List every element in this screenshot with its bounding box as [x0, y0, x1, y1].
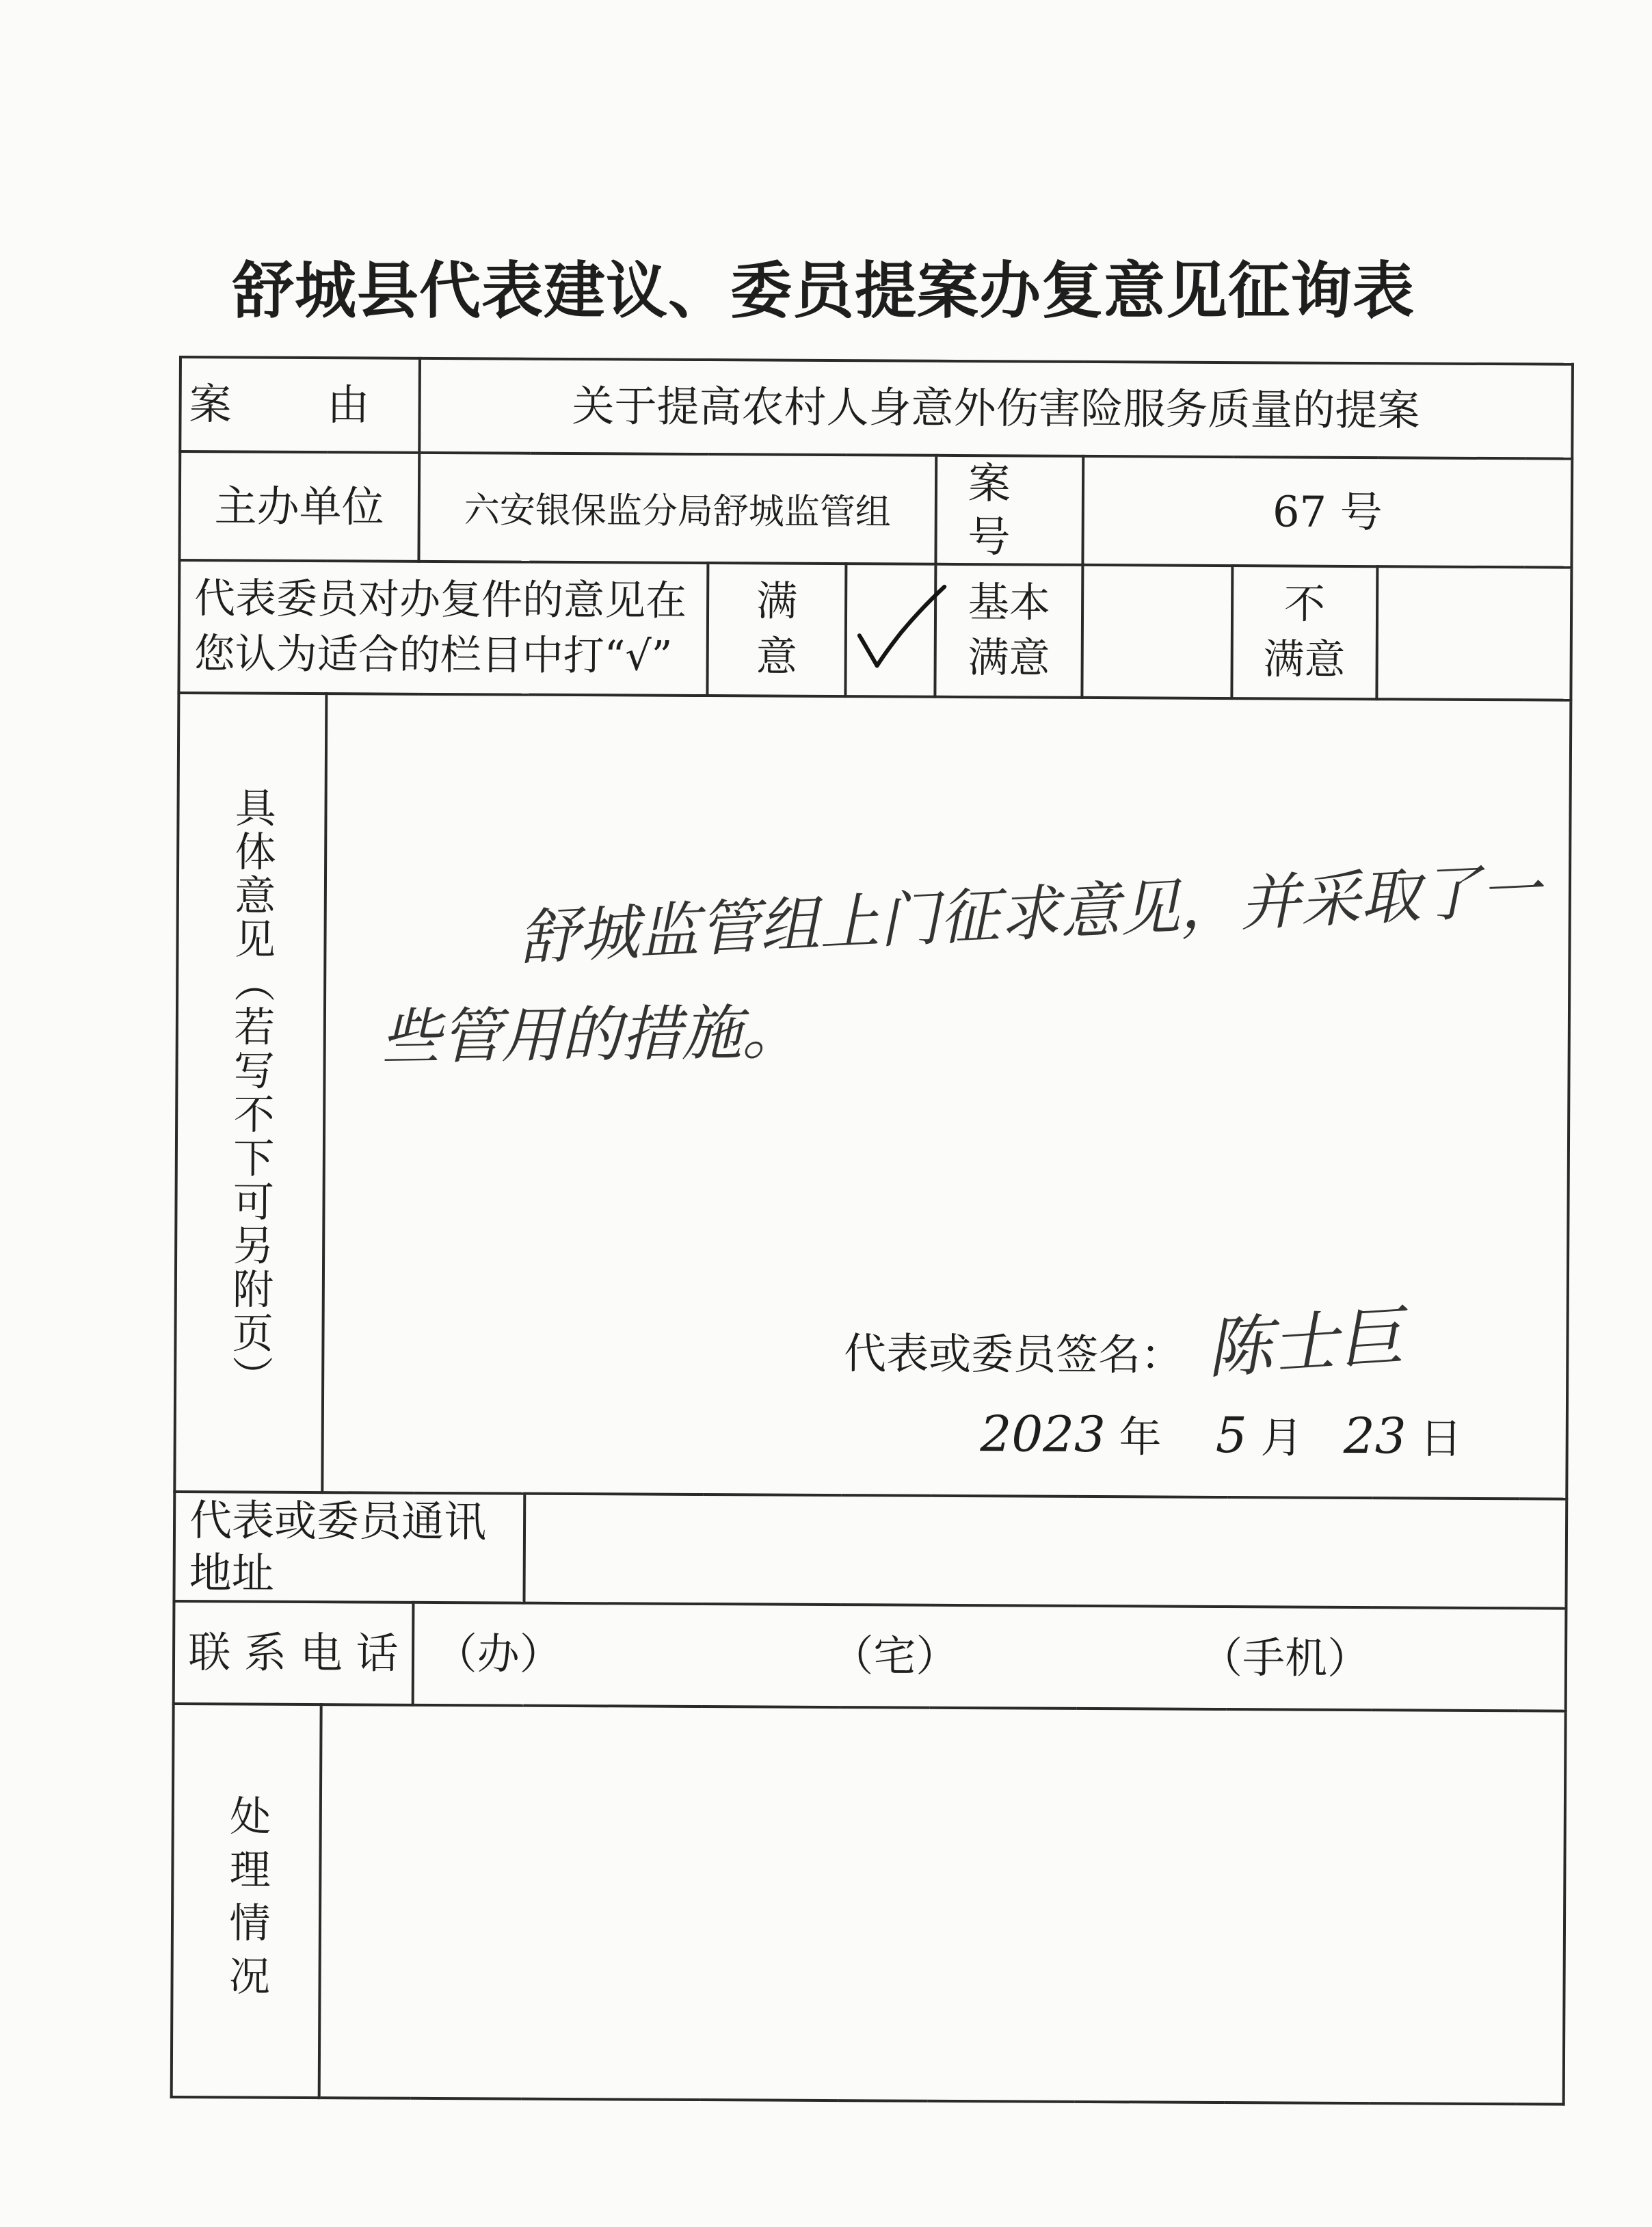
date-month: 5 — [1215, 1406, 1247, 1464]
case-label: 案 由 — [189, 379, 411, 431]
case-no-value-cell — [1083, 456, 1573, 568]
opinion-label: 具体意见（若写不下可另附页） — [225, 786, 277, 1399]
unsatisfied-label-cell — [1232, 566, 1377, 699]
phone-office: （办） — [434, 1629, 562, 1680]
phone-label-cell — [174, 1601, 413, 1705]
date-year: 2023 — [980, 1405, 1106, 1464]
host-unit-value: 六安银保监分局舒城监管组 — [464, 489, 892, 533]
case-value: 关于提高农村人身意外伤害险服务质量的提案 — [572, 381, 1420, 436]
phone-label: 联 系 电 话 — [188, 1627, 399, 1678]
processing-label-cell — [172, 1704, 321, 2098]
date-year-suffix: 年 — [1119, 1412, 1162, 1462]
signature: 陈士巨 — [1203, 1298, 1406, 1388]
basic-label-line2: 满意 — [968, 634, 1050, 683]
host-unit-label: 主办单位 — [214, 481, 384, 532]
host-unit-value-cell — [418, 453, 937, 564]
signature-date — [980, 1403, 1462, 1467]
address-label-cell — [174, 1492, 524, 1603]
processing-content-cell[interactable] — [319, 1704, 1565, 2105]
processing-label: 处理情况 — [222, 1793, 271, 2008]
phone-home: （宅） — [831, 1631, 959, 1682]
unsatisfied-label-line2: 满意 — [1263, 635, 1346, 684]
signature-label: 代表或委员签名： — [843, 1328, 1184, 1380]
host-unit-label-cell — [179, 451, 418, 562]
case-no-label: 案 号 — [968, 458, 1052, 562]
basic-label-cell — [935, 564, 1083, 698]
address-label: 代表或委员通讯地址 — [189, 1494, 487, 1598]
satisfied-label-line1: 满 — [756, 577, 798, 626]
opinion-handwriting-line2: 些管用的措施。 — [379, 997, 803, 1072]
basic-check-cell[interactable] — [1082, 565, 1233, 698]
case-no-value: 67 号 — [1272, 486, 1383, 537]
opinion-prompt-line1: 代表委员对办复件的意见在 — [194, 575, 687, 625]
satisfied-label-cell — [708, 563, 846, 696]
phone-value-cell[interactable] — [412, 1603, 1566, 1711]
phone-mobile: （手机） — [1199, 1633, 1370, 1684]
date-day-suffix: 日 — [1420, 1413, 1463, 1464]
case-label-cell — [180, 357, 419, 453]
date-month-suffix: 月 — [1260, 1412, 1303, 1463]
unsatisfied-check-cell[interactable] — [1376, 566, 1571, 700]
page-title: 舒城县代表建议、委员提案办复意见征询表 — [232, 255, 1415, 327]
opinion-prompt-cell — [178, 560, 708, 696]
address-value-cell[interactable] — [524, 1494, 1567, 1609]
form-table — [170, 356, 1574, 2106]
case-value-cell — [419, 358, 1573, 459]
opinion-handwriting-line1: 舒城监管组上门征求意见，并采取了一 — [516, 854, 1543, 973]
opinion-content-cell[interactable] — [322, 694, 1571, 1499]
case-no-label-cell — [936, 456, 1083, 565]
basic-label-line1: 基本 — [968, 579, 1051, 627]
date-day: 23 — [1343, 1406, 1407, 1465]
opinion-form — [170, 356, 1574, 2087]
opinion-prompt-line2: 您认为适合的栏目中打“√” — [194, 630, 673, 681]
opinion-label-cell — [174, 693, 326, 1492]
satisfied-label-line2: 意 — [756, 633, 797, 681]
checkmark-icon — [847, 582, 950, 678]
satisfied-check-cell[interactable] — [845, 564, 936, 697]
unsatisfied-label-line1: 不 — [1283, 580, 1326, 629]
